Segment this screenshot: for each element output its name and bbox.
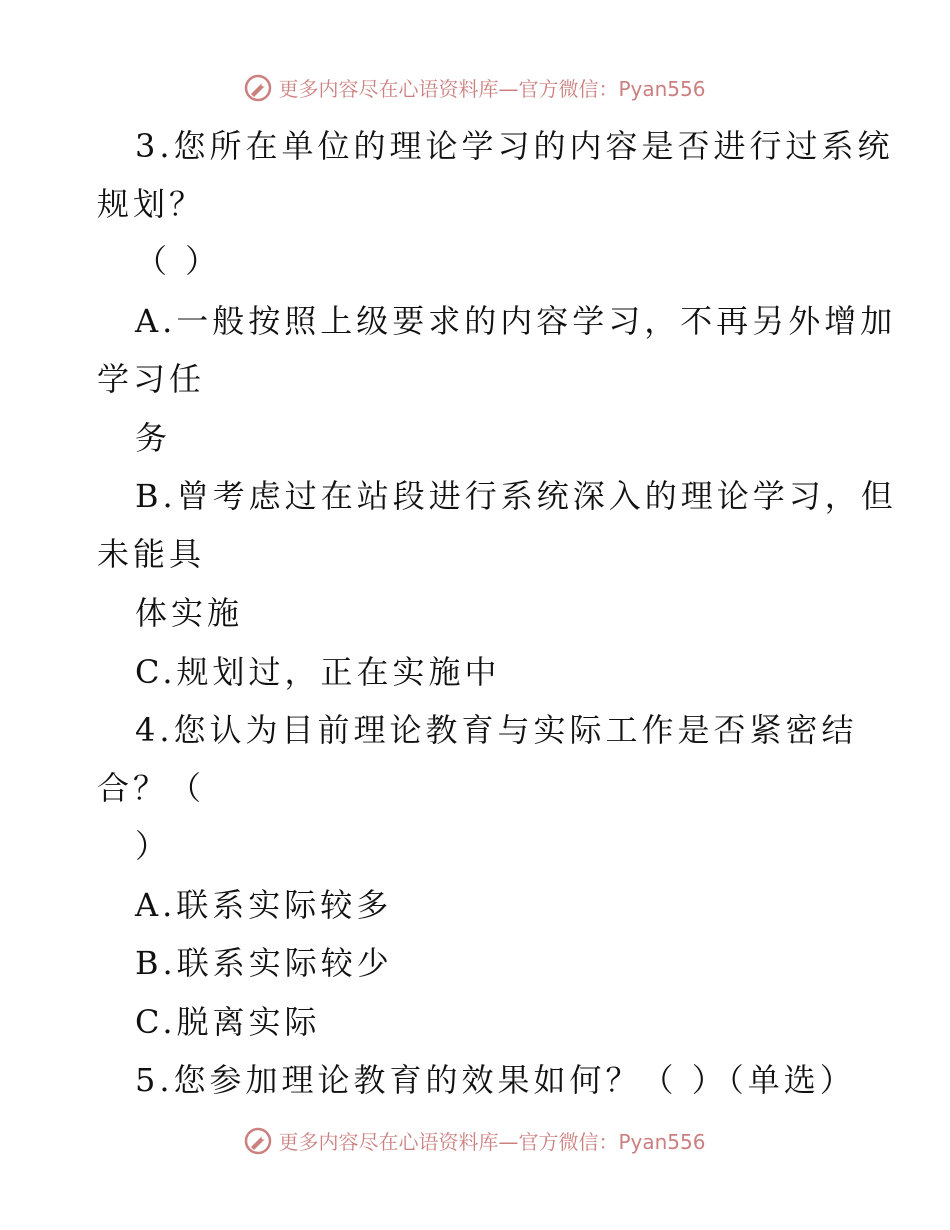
watermark-text: 更多内容尽在心语资料库—官方微信：Pyan556 [278,1130,706,1154]
header-watermark [0,73,950,102]
question-3-option-b-line-2: 未能具 [97,535,206,573]
question-3-answer-blank: （ ） [135,242,222,280]
question-4-option-a: A.联系实际较多 [135,886,393,924]
question-3-option-a-line-1: A.一般按照上级要求的内容学习，不再另外增加 [135,302,897,340]
question-5-line-1: 5.您参加理论教育的效果如何？（ ）（单选） [135,1061,856,1099]
question-4-option-c: C.脱离实际 [135,1003,321,1041]
question-3-option-b-line-3: 体实施 [135,594,244,632]
footer-watermark [0,1126,950,1155]
question-3-option-a-line-2: 学习任 [97,360,206,398]
question-4-line-3: ） [135,827,172,865]
question-3-option-c: C.规划过，正在实施中 [135,653,501,691]
question-3-option-a-line-3: 务 [135,419,172,457]
question-4-line-1: 4.您认为目前理论教育与实际工作是否紧密结 [135,711,858,749]
question-3-line-2: 规划？ [97,185,206,223]
watermark-text: 更多内容尽在心语资料库—官方微信：Pyan556 [278,77,706,101]
pen-logo-icon [244,1127,272,1155]
question-3-option-b-line-1: B.曾考虑过在站段进行系统深入的理论学习，但 [135,477,897,515]
question-3-line-1: 3.您所在单位的理论学习的内容是否进行过系统 [135,127,894,165]
question-4-line-2: 合？（ [97,769,206,807]
question-4-option-b: B.联系实际较少 [135,944,393,982]
pen-logo-icon [244,74,272,102]
